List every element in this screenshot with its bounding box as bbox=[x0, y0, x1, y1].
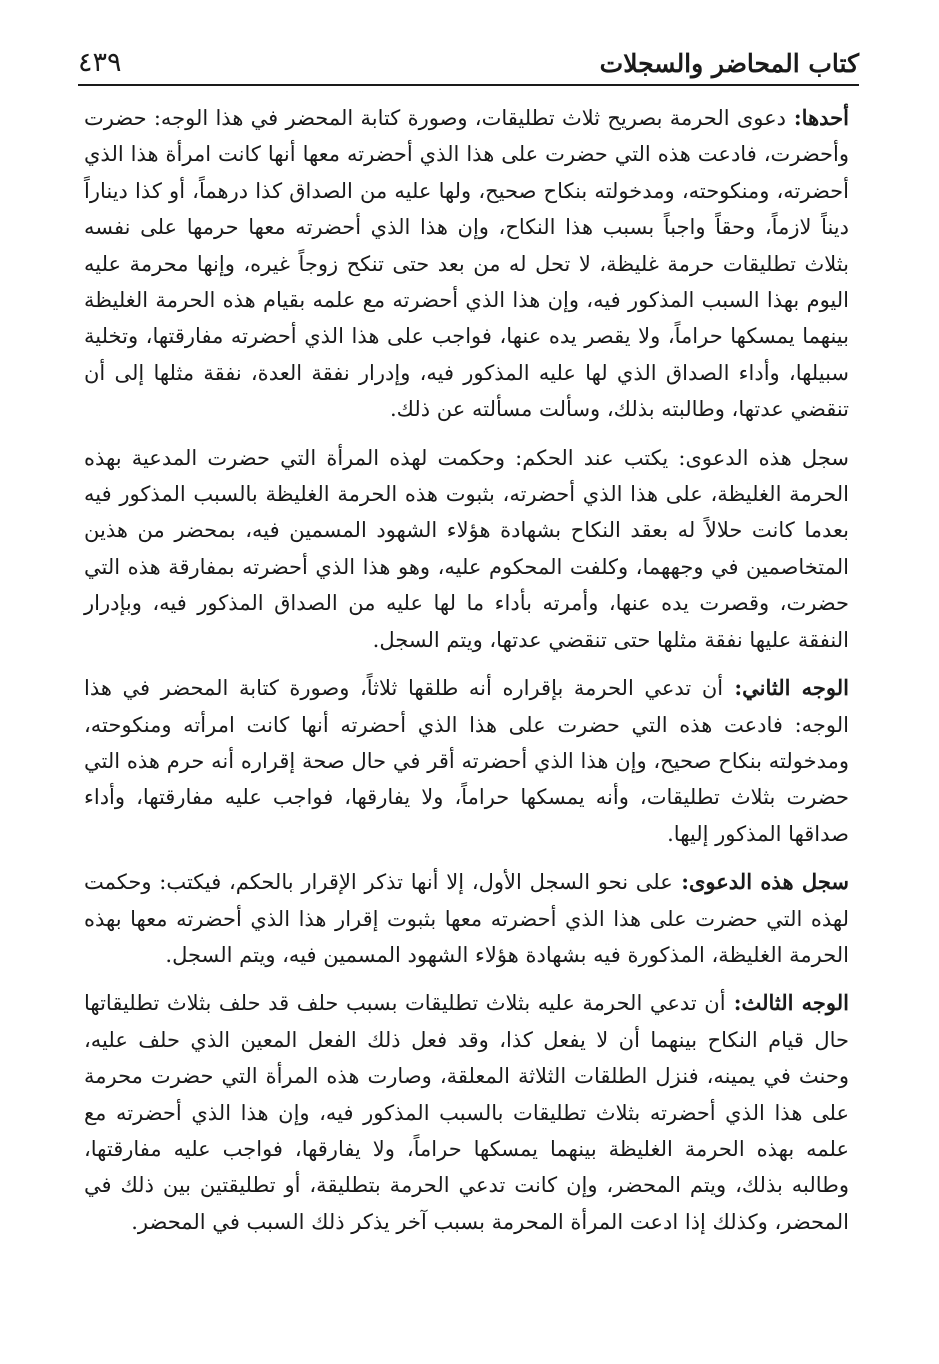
page-number: ٤٣٩ bbox=[78, 47, 122, 78]
paragraph-text: أن تدعي الحرمة بإقراره أنه طلقها ثلاثاً، وصورة كتابة المحضر في هذا الوجه: فادعت هذه التي حضرت على هذا الذي أحضرته أنها كانت امرأته ومنكوحته، ومدخولته بنكاح صحيح، وإن هذا الذي أحضرته أقر في حال صحة إقراره أنه حرم هذه التي حضرت بثلاث تطليقات، وأنه يمسكها حراماً، ولا يفارقها، فواجب عليه مفارقتها، وأداء صداقها المذكور إليها. bbox=[84, 676, 849, 846]
paragraph-first-aspect bbox=[84, 100, 849, 428]
running-title: كتاب المحاضر والسجلات bbox=[599, 49, 859, 78]
paragraph-lead: أحدها: bbox=[786, 105, 849, 130]
paragraph-text: دعوى الحرمة بصريح ثلاث تطليقات، وصورة كتابة المحضر في هذا الوجه: حضرت وأحضرت، فادعت هذه التي حضرت على هذا الذي أحضرته معها أنها كانت امرأة هذا الذي أحضرته، ومنكوحته، ومدخولته بنكاح صحيح، ولها عليه من الصداق كذا درهماً، أو كذا ديناراً ديناً لازماً، وحقاً واجباً بسبب هذا النكاح، وإن هذا الذي أحضرته معها حرمها على نفسه بثلاث تطليقات حرمة غليظة، لا تحل له من بعد حتى تنكح زوجاً غيره، وإنها محرمة عليه اليوم بهذا السبب المذكور فيه، وإن هذا الذي أحضرته مع علمه بقيام هذه الحرمة الغليظة بينهما يمسكها حراماً، ولا يقصر يده عنها، فواجب على هذا الذي أحضرته مفارقتها، وتخلية سبيلها، وأداء الصداق الذي لها عليه المذكور فيه، وإدرار نفقة العدة، نفقة مثلها إلى أن تنقضي عدتها، وطالبته بذلك، وسألت مسألته عن ذلك. bbox=[84, 106, 849, 422]
paragraph-record-two bbox=[84, 864, 849, 973]
paragraph-lead: الوجه الثالث: bbox=[725, 990, 849, 1016]
paragraph-text: أن تدعي الحرمة عليه بثلاث تطليقات بسبب حلف قد حلف بثلاث تطليقاتها حال قيام النكاح بينهما أن لا يفعل كذا، وقد فعل ذلك الفعل المعين الذي حلف عليه، وحنث في يمينه، فنزل الطلقات الثلاثة المعلقة، وصارت هذه المرأة التي حضرت محرمة على هذا الذي أحضرته بثلاث تطليقات بالسبب المذكور فيه، وإن هذا الذي أحضرته مع علمه بهذه الحرمة الغليظة بينهما يمسكها حراماً، ولا يفارقها، فواجب عليه مفارقتها، وطالبه بذلك، ويتم المحضر، وإن كانت تدعي الحرمة بتطليقة، أو تطليقتين بين ذلك في المحضر، وكذلك إذا ادعت المرأة المحرمة بسبب آخر يذكر ذلك السبب في المحضر. bbox=[84, 991, 849, 1234]
paragraph-second-aspect bbox=[84, 670, 849, 852]
paragraph-lead: الوجه الثاني: bbox=[723, 675, 849, 701]
paragraph-record-one bbox=[84, 440, 849, 658]
paragraph-lead: سجل هذه الدعوى: bbox=[672, 869, 849, 895]
paragraph-text: على نحو السجل الأول، إلا أنها تذكر الإقرار بالحكم، فيكتب: وحكمت لهذه التي حضرت على هذا الذي أحضرته معها بثبوت إقرار هذا الذي أحضرته معها بهذه الحرمة الغليظة، المذكورة فيه بشهادة هؤلاء الشهود المسمين فيه، ويتم السجل. bbox=[84, 870, 849, 967]
page-header bbox=[78, 38, 859, 86]
paragraph-text: سجل هذه الدعوى: يكتب عند الحكم: وحكمت لهذه المرأة التي حضرت المدعية بهذه الحرمة الغليظة، على هذا الذي أحضرته، بثبوت هذه الحرمة الغليظة بالسبب المذكور فيه بعدما كانت حلالاً له بعقد النكاح بشهادة هؤلاء الشهود المسمين فيه، بمحضر من هذين المتخاصمين في وجههما، وكلفت المحكوم عليه، وهو هذا الذي أحضرته بمفارقة هذه التي حضرت، وقصرت يده عنها، وأمرته بأداء ما لها عليه من الصداق المذكور فيه، وبإدرار النفقة عليها نفقة مثلها حتى تنقضي عدتها، ويتم السجل. bbox=[84, 445, 849, 652]
paragraph-third-aspect bbox=[84, 985, 849, 1240]
page-body bbox=[84, 100, 849, 1252]
